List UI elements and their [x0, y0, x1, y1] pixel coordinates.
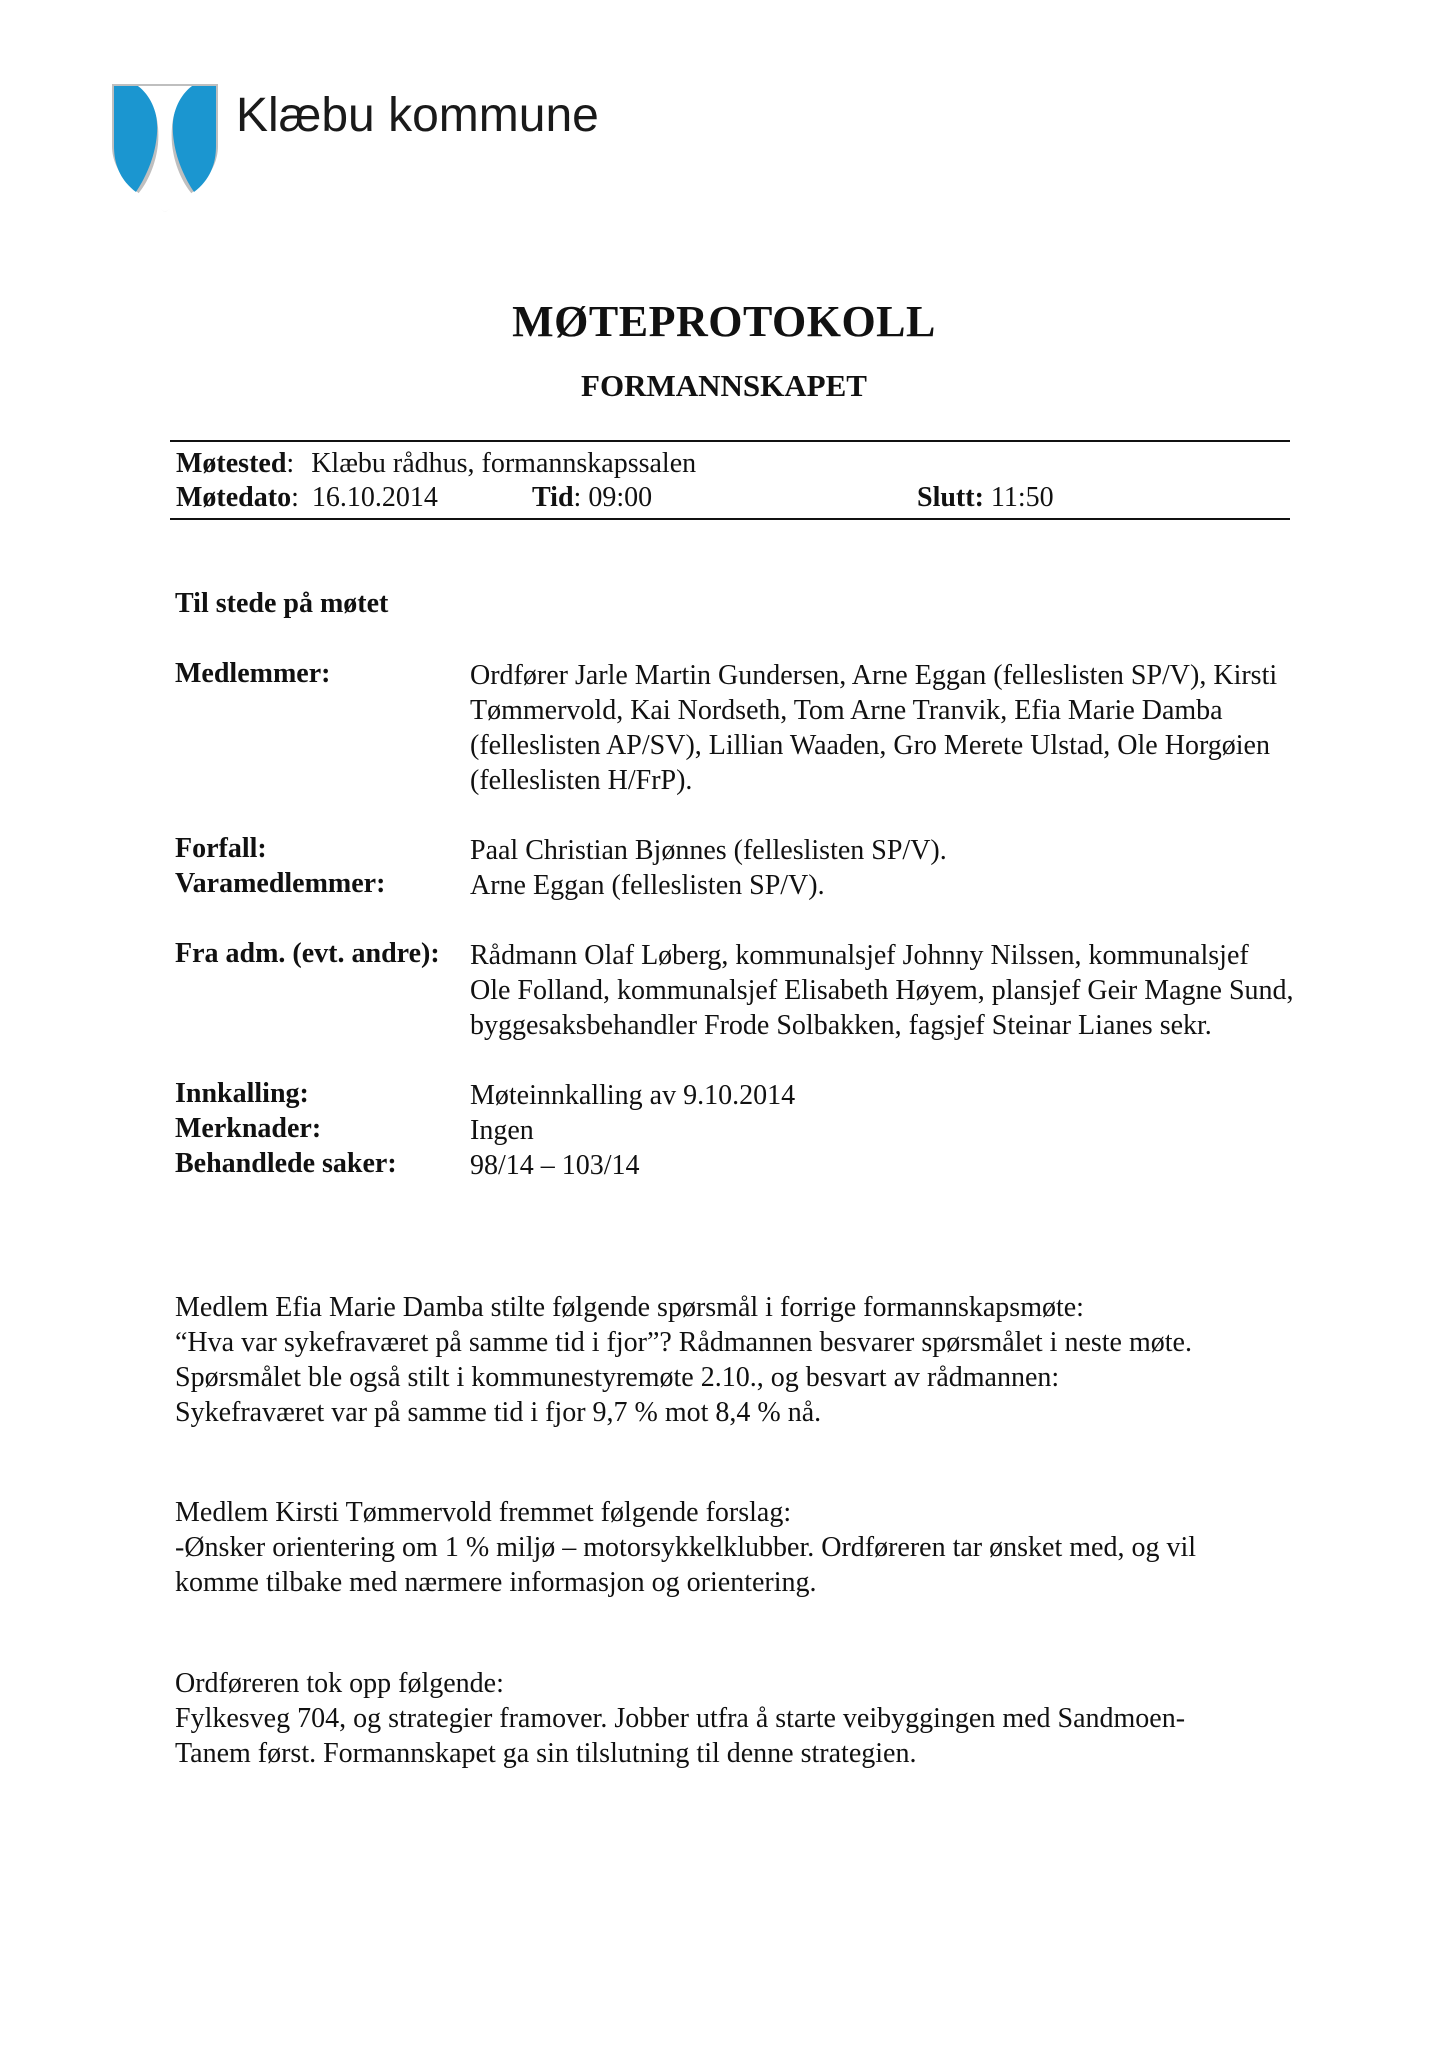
meeting-date: 16.10.2014: [311, 482, 438, 513]
admin-row: [175, 938, 1295, 1043]
admin-value: Rådmann Olaf Løberg, kommunalsjef Johnny Nilssen, kommunalsjef Ole Folland, kommunalsjef Elisabeth Høyem, plansjef Geir Magne Sund, byggesaksbehandler Frode Solbakken, fagsjef Steinar Lianes sekr.: [470, 940, 1294, 1041]
meeting-place-row: Møtested: Klæbu rådhus, formannskapssalen: [176, 448, 697, 479]
members-row: [175, 658, 1295, 798]
remarks-row: [175, 1113, 1295, 1148]
paragraph-line: Spørsmålet ble også stilt i kommunestyremøte 2.10., og besvart av rådmannen:: [175, 1362, 1060, 1393]
notice-value: Møteinnkalling av 9.10.2014: [470, 1080, 796, 1111]
cases-label: Behandlede saker:: [175, 1148, 397, 1179]
members-value: Ordfører Jarle Martin Gundersen, Arne Eggan (felleslisten SP/V), Kirsti Tømmervold, Kai Nordseth, Tom Arne Tranvik, Efia Marie Damba (felleslisten AP/SV), Lillian Waaden, Gro Merete Ulstad, Ole Horgøien (felleslisten H/FrP).: [470, 660, 1278, 796]
meeting-time: 09:00: [588, 482, 653, 513]
meeting-end-label: Slutt:: [917, 482, 984, 513]
meeting-date-label: Møtedato: [176, 482, 292, 513]
letterhead: [112, 84, 812, 214]
absent-row: [175, 833, 1295, 868]
cases-row: [175, 1148, 1295, 1183]
meeting-place-label: Møtested: [176, 448, 287, 479]
absent-label: Forfall:: [175, 833, 267, 864]
deputies-label: Varamedlemmer:: [175, 868, 386, 899]
paragraph-line: komme tilbake med nærmere informasjon og orientering.: [175, 1567, 817, 1598]
paragraph-line: “Hva var sykefraværet på samme tid i fjor”? Rådmannen besvarer spørsmålet i neste møte.: [175, 1327, 1192, 1358]
paragraph-line: -Ønsker orientering om 1 % miljø – motorsykkelklubber. Ordføreren tar ønsket med, og vil: [175, 1532, 1197, 1563]
remarks-value: Ingen: [470, 1115, 534, 1146]
attendance-heading: Til stede på møtet: [175, 588, 389, 619]
absent-value: Paal Christian Bjønnes (felleslisten SP/V).: [470, 835, 947, 866]
meeting-place: Klæbu rådhus, formannskapssalen: [311, 448, 697, 479]
municipal-crest-icon: [112, 84, 218, 212]
meeting-info-box: [170, 440, 1290, 520]
paragraph-line: Ordføreren tok opp følgende:: [175, 1668, 504, 1699]
meeting-date-row: Møtedato: 16.10.2014 Tid: 09:00 Slutt: 11:50: [176, 482, 1054, 513]
paragraph-line: Sykefraværet var på samme tid i fjor 9,7 % mot 8,4 % nå.: [175, 1397, 822, 1428]
proposal-paragraph: [175, 1495, 1295, 1600]
document-subtitle: FORMANNSKAPET: [581, 368, 867, 403]
paragraph-line: Fylkesveg 704, og strategier framover. Jobber utfra å starte veibyggingen med Sandmoen-: [175, 1703, 1186, 1734]
meeting-time-label: Tid: [532, 482, 574, 513]
notice-row: [175, 1078, 1295, 1113]
paragraph-line: Medlem Kirsti Tømmervold fremmet følgende forslag:: [175, 1497, 792, 1528]
cases-value: 98/14 – 103/14: [470, 1150, 640, 1181]
paragraph-line: Tanem først. Formannskapet ga sin tilslutning til denne strategien.: [175, 1738, 917, 1769]
organization-name: Klæbu kommune: [236, 89, 599, 142]
remarks-label: Merknader:: [175, 1113, 322, 1144]
members-label: Medlemmer:: [175, 658, 331, 689]
meeting-end: 11:50: [990, 482, 1054, 513]
notice-label: Innkalling:: [175, 1078, 309, 1109]
road-strategy-paragraph: [175, 1666, 1295, 1771]
paragraph-line: Medlem Efia Marie Damba stilte følgende spørsmål i forrige formannskapsmøte:: [175, 1292, 1084, 1323]
deputies-row: [175, 868, 1295, 903]
deputies-value: Arne Eggan (felleslisten SP/V).: [470, 870, 825, 901]
sick-leave-question-paragraph: [175, 1290, 1295, 1430]
attendance-list: [175, 658, 1295, 1183]
document-title: MØTEPROTOKOLL: [512, 297, 936, 346]
admin-label: Fra adm. (evt. andre):: [175, 938, 440, 969]
